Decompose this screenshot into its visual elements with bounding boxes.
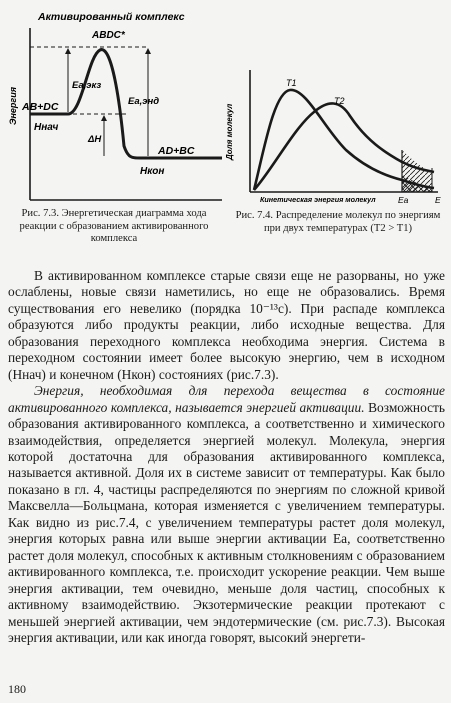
t1-label: T1 <box>286 78 297 88</box>
figure-7-3-caption: Рис. 7.3. Энергетическая диаграмма хода реакции с образованием активированного комплекса <box>19 208 209 244</box>
left-state-label: AB+DC <box>22 101 59 113</box>
ea-exo-label: Ea,экз <box>72 80 102 91</box>
body-text <box>8 268 445 646</box>
paragraph-2 <box>8 383 445 646</box>
y-axis-label: Доля молекул <box>225 103 234 160</box>
activated-complex-label: Активированный комплекс <box>38 11 185 23</box>
y-axis-label: Энергия <box>8 86 18 125</box>
energy-diagram <box>0 0 230 215</box>
t2-label: T2 <box>334 96 345 106</box>
figure-7-4 <box>220 0 451 215</box>
ea-endo-label: Ea,энд <box>128 96 160 107</box>
peak-label: ABDC* <box>92 30 125 41</box>
h-final-label: Hкон <box>140 166 165 177</box>
paragraph-1: В активированном комплексе старые связи еще не разорваны, но уже ослаблены, новые связи наметились, но еще не образовались. Время существования его невелико (порядка 10⁻¹³с). При распаде комплекса образуются либо продукты реакции, либо исходные вещества. Для образования переходного комплекса необходима энергия. Система в переходном состоянии имеет более высокую энергию, чем в исходном (Hнач) и конечном (Hкон) состояниях (рис.7.3). <box>8 268 445 382</box>
dh-label: ΔH <box>88 134 102 145</box>
caption-relation: (T2 > T1) <box>370 222 413 234</box>
distribution-plot <box>220 0 451 215</box>
reaction-curve <box>30 50 222 158</box>
figure-7-4-caption <box>232 210 444 235</box>
figure-7-3 <box>0 0 230 215</box>
e-label: E <box>435 195 441 205</box>
paragraph-2-rest: Возможность образования активированного комплекса, а соответственно и химического взаимодействия, определяется энергией молекул. Молекула, энергия которой достаточна для образования активированного комплекса, называется активной. Доля их в системе зависит от температуры. Как было показано в гл. 4, частицы распределяются по энергиям по сложной кривой Максвелла—Больцмана, которая изменяется с увеличением температуры. Как видно из рис.7.4, с увеличением температуры растет доля молекул, энергия которых равна или выше энергии активации Ea, соответственно растет доля молекул, способных к активным столкновениям с образованием активированного комплекса, т.е. происходит ускорение реакции. Чем выше энергия активации, тем очевидно, меньше доля частиц, способных к активному взаимодействию. Экзотермические реакции протекают с меньшей энергией активации, чем эндотермические (см. рис.7.3). Высокая энергия активации, или как иногда говорят, высокий энергети- <box>8 399 445 645</box>
definition-italic: Энергия, необходимая для перехода вещества в состояние активированного комплекса, называется энергией активации. <box>8 383 445 415</box>
right-state-label: AD+BC <box>158 145 195 157</box>
ea-label: Ea <box>398 195 409 205</box>
page-number: 180 <box>8 682 26 696</box>
h-initial-label: Hнач <box>34 122 59 133</box>
caption-prefix: Рис. 7.4. Распределение молекул по энергиям при двух температурах <box>235 210 441 234</box>
x-axis-label: Кинетическая энергия молекул <box>260 195 376 204</box>
